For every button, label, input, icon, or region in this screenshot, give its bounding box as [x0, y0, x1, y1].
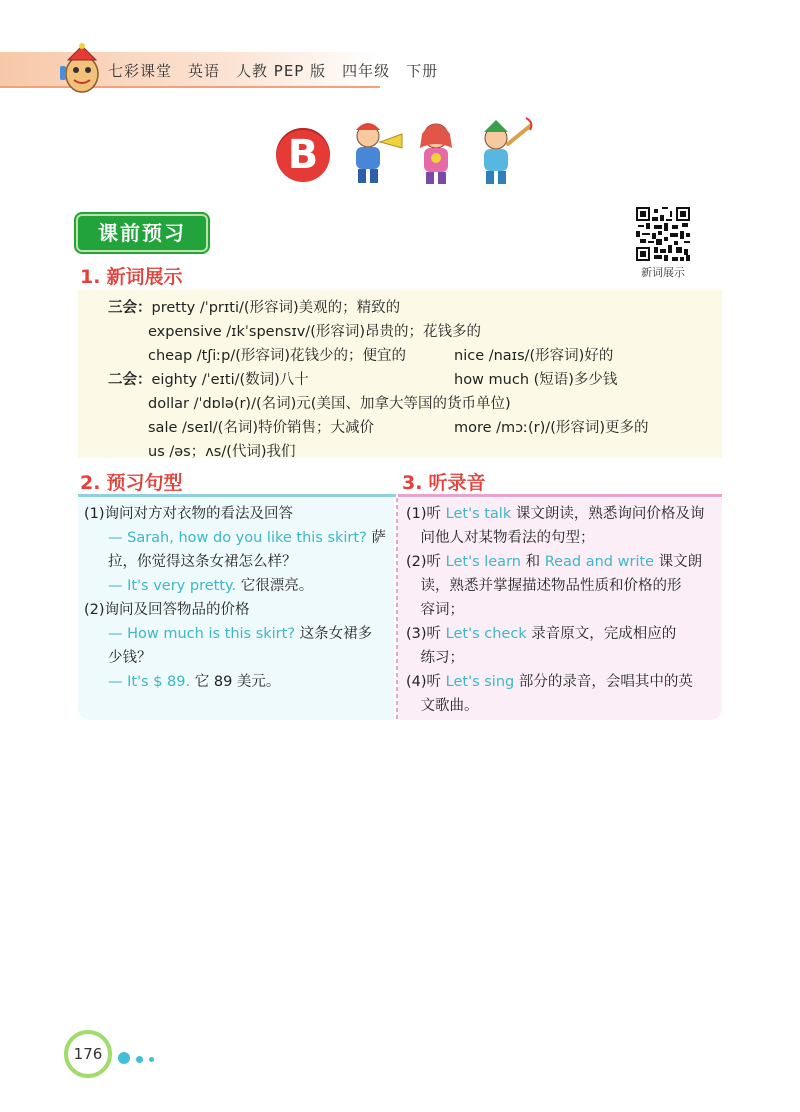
dash: — — [108, 674, 128, 690]
dash: — — [108, 578, 128, 594]
text: 部分的录音，会唱其中的英 — [514, 674, 693, 690]
listening-line: 练习； — [406, 650, 464, 666]
vocab-level: 二会： — [108, 372, 152, 388]
vocab-entry: more /mɔː(r)/(形容词)更多的 — [454, 420, 649, 436]
vocab-box — [78, 290, 722, 458]
listening-line — [406, 550, 702, 574]
vocab-row — [148, 344, 406, 365]
listening-line: 容词； — [406, 602, 464, 618]
sentence-patterns-box — [78, 498, 394, 720]
english-title: Read and write — [544, 554, 655, 570]
chinese-translation: 这条女裙多 — [295, 626, 373, 642]
text: (1)听 — [406, 506, 446, 522]
section2-heading — [80, 468, 182, 495]
pattern-line — [108, 574, 313, 598]
vocab-entry: dollar /ˈdɒlə(r)/(名词)元(美国、加拿大等国的货币单位) — [148, 396, 511, 412]
section3-title: 听录音 — [428, 472, 486, 494]
vocab-row — [148, 392, 511, 413]
pattern-line — [108, 646, 152, 670]
listening-line: 文歌曲。 — [406, 698, 479, 714]
dash: — — [108, 626, 128, 642]
text: (4)听 — [406, 674, 446, 690]
vocab-entry: us /əs；ʌs/(代词)我们 — [148, 444, 296, 460]
vocab-row — [148, 320, 481, 341]
vocab-row — [108, 368, 309, 389]
vocab-level: 三会： — [108, 300, 152, 316]
english-title: Let's check — [445, 626, 527, 642]
vocab-row — [148, 440, 296, 461]
english-sentence: It's $ 89. — [127, 674, 191, 690]
section1-title: 新词展示 — [106, 266, 183, 288]
chinese-translation: 它 89 美元。 — [190, 674, 281, 690]
vocab-row — [454, 344, 613, 365]
section-tag-label: 课前预习 — [98, 221, 186, 245]
vocab-row — [108, 296, 400, 317]
pattern-line — [108, 550, 297, 574]
chinese-translation: 它很漂亮。 — [236, 578, 314, 594]
qr-code-icon[interactable] — [636, 207, 690, 261]
qr-code-label: 新词展示 — [641, 266, 685, 279]
chinese-translation: 少钱？ — [108, 650, 152, 666]
decor-dot — [149, 1057, 154, 1062]
vocab-row — [454, 416, 649, 437]
section3-number: 3. — [402, 472, 423, 494]
english-title: Let's learn — [445, 554, 521, 570]
text: 和 — [520, 554, 545, 570]
page-number: 176 — [73, 1045, 103, 1063]
vocab-row — [148, 416, 374, 437]
chinese-translation: 拉，你觉得这条女裙怎么样？ — [108, 554, 297, 570]
vocab-entry: pretty /ˈprɪti/(形容词)美观的；精致的 — [151, 300, 401, 316]
listening-line: 读，熟悉并掌握描述物品性质和价格的形 — [406, 578, 682, 594]
mascot-icon — [54, 40, 110, 96]
listening-line — [406, 502, 704, 526]
vocab-entry: how much (短语)多少钱 — [454, 372, 618, 388]
decor-dot — [136, 1056, 143, 1063]
vocab-entry: expensive /ɪkˈspensɪv/(形容词)昂贵的；花钱多的 — [148, 324, 482, 340]
section2-title: 预习句型 — [106, 472, 183, 494]
listening-box — [398, 498, 722, 720]
vocab-row — [454, 368, 617, 389]
english-sentence: Sarah, how do you like this skirt? — [127, 530, 367, 546]
english-sentence: It's very pretty. — [127, 578, 237, 594]
pattern-line — [108, 526, 386, 550]
text: 录音原文，完成相应的 — [526, 626, 677, 642]
section3-heading — [402, 468, 485, 495]
pattern-line — [108, 670, 280, 694]
text: (3)听 — [406, 626, 446, 642]
section1-number: 1. — [80, 266, 101, 288]
text: 课文朗读，熟悉询问价格及询 — [511, 506, 705, 522]
listening-line: 问他人对某物看法的句型； — [406, 530, 595, 546]
pattern-heading: (2)询问及回答物品的价格 — [84, 602, 250, 618]
section3-top-bar — [398, 494, 722, 497]
english-sentence: How much is this skirt? — [127, 626, 296, 642]
pattern-line — [108, 622, 372, 646]
vocab-entry: cheap /tʃiːp/(形容词)花钱少的；便宜的 — [148, 348, 407, 364]
listening-line — [406, 670, 693, 694]
section2-number: 2. — [80, 472, 101, 494]
listening-line — [406, 622, 676, 646]
pattern-heading: (1)询问对方对衣物的看法及回答 — [84, 506, 294, 522]
english-title: Let's talk — [445, 506, 512, 522]
section-b-badge: B — [276, 128, 330, 182]
section2-top-bar — [78, 494, 396, 497]
vocab-entry: eighty /ˈeɪti/(数词)八十 — [151, 372, 309, 388]
decor-dot — [118, 1052, 130, 1064]
text: 课文朗 — [654, 554, 703, 570]
chinese-translation: 萨 — [366, 530, 386, 546]
dash: — — [108, 530, 128, 546]
vocab-entry: nice /naɪs/(形容词)好的 — [454, 348, 614, 364]
section1-heading — [80, 262, 182, 289]
english-title: Let's sing — [445, 674, 515, 690]
header-title: 七彩课堂 英语 人教 PEP 版 四年级 下册 — [108, 62, 439, 80]
text: (2)听 — [406, 554, 446, 570]
cartoon-kids-icon — [340, 114, 540, 192]
section-tag — [78, 216, 206, 250]
vocab-entry: sale /seɪl/(名词)特价销售；大减价 — [148, 420, 374, 436]
